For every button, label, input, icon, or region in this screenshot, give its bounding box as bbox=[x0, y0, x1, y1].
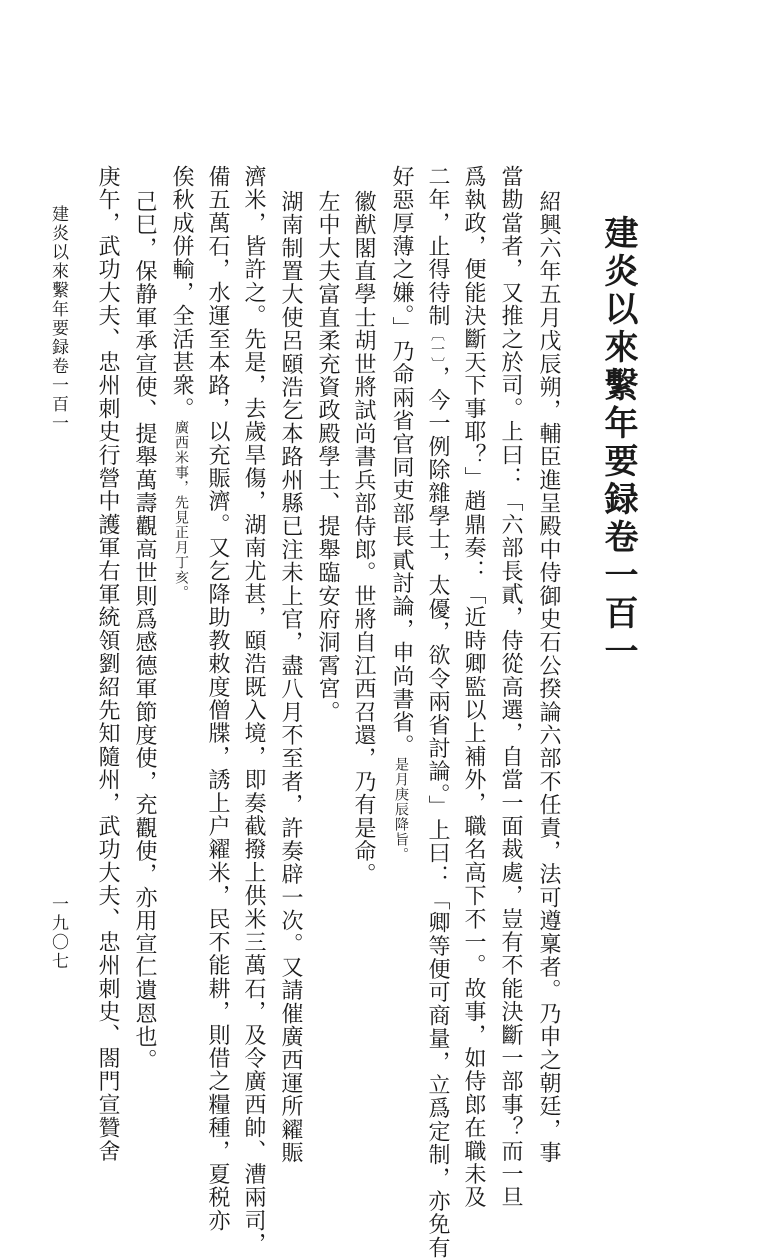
text-column bbox=[240, 165, 266, 1255]
text-column bbox=[350, 190, 376, 886]
text-segment: 俟秋成併輸，全活甚衆。 bbox=[169, 165, 194, 421]
annotation-note: 是月庚辰降旨。 bbox=[393, 757, 409, 863]
text-column bbox=[314, 190, 340, 724]
text-segment: 湖南制置大使呂頤浩乞本路州縣已注未上官，盡八月不至者，許奏辟一次。又請催廣西運所糴賑 bbox=[278, 190, 303, 1165]
annotation-note: 廣西米事，先見正月丁亥。 bbox=[173, 420, 189, 601]
text-column bbox=[424, 165, 450, 1259]
text-segment: 爲執政，便能決斷天下事耶？」趙鼎奏：「近時卿監以上補外，職名高下不一。故事，如侍郎在職未及 bbox=[461, 165, 486, 1209]
text-column bbox=[277, 190, 303, 1164]
text-segment: 己巳，保静軍承宣使、提舉萬壽觀高世則爲感德軍節度使，充觀使，亦用宣仁遺恩也。 bbox=[132, 190, 157, 1072]
text-column bbox=[535, 190, 561, 1164]
text-segment: 左中大夫富直柔充資政殿學士、提舉臨安府洞霄宮。 bbox=[315, 190, 340, 724]
annotation-note: 〔一〕 bbox=[429, 327, 445, 366]
text-segment: 當勘當者，又推之於司。上曰：「六部長貳，侍從高選，自當一面裁處，豈有不能決斷一部事？而一旦 bbox=[498, 165, 523, 1209]
page-title: 建炎以來繫年要録卷一百一 bbox=[598, 215, 638, 671]
text-segment: 紹興六年五月戊辰朔，輔臣進呈殿中侍御史石公揆論六部不任責，法可遵稟者。乃申之朝廷，事 bbox=[536, 190, 561, 1165]
text-segment: ，今一例除雜學士，太優，欲令兩省討論。」上曰：「卿等便可商量，立爲定制，亦免有 bbox=[425, 365, 450, 1259]
text-column bbox=[388, 165, 414, 862]
text-column bbox=[460, 165, 486, 1209]
text-segment: 備五萬石，水運至本路，以充賑濟。又乞降助教敕度僧牒，誘上户糴米，民不能耕，則借之糧種，夏税亦 bbox=[205, 165, 230, 1233]
text-segment: 徽猷閣直學士胡世將試尚書兵部侍郎。世將自江西召還，乃有是命。 bbox=[351, 190, 376, 886]
text-column bbox=[94, 165, 120, 1163]
page-number: 一九〇七 bbox=[48, 895, 68, 971]
text-column bbox=[168, 165, 194, 600]
running-title: 建炎以來繫年要録卷一百一 bbox=[48, 205, 68, 433]
text-segment: 濟米，皆許之。先是，去歲旱傷，湖南尤甚，頤浩既入境，即奏截撥上供米三萬石，及令廣西帥、漕兩司， bbox=[241, 165, 266, 1256]
text-segment: 好惡厚薄之嫌。」乃命兩省官同吏部長貳討論，申尚書省。 bbox=[389, 165, 414, 758]
text-segment: 二年，止得待制 bbox=[425, 165, 450, 328]
text-column bbox=[131, 190, 157, 1072]
text-segment: 庚午，武功大夫、忠州刺史行營中護軍右軍統領劉紹先知隨州，武功大夫、忠州刺史、閤門宣贊舍 bbox=[95, 165, 120, 1163]
text-column bbox=[497, 165, 523, 1209]
text-column bbox=[204, 165, 230, 1232]
